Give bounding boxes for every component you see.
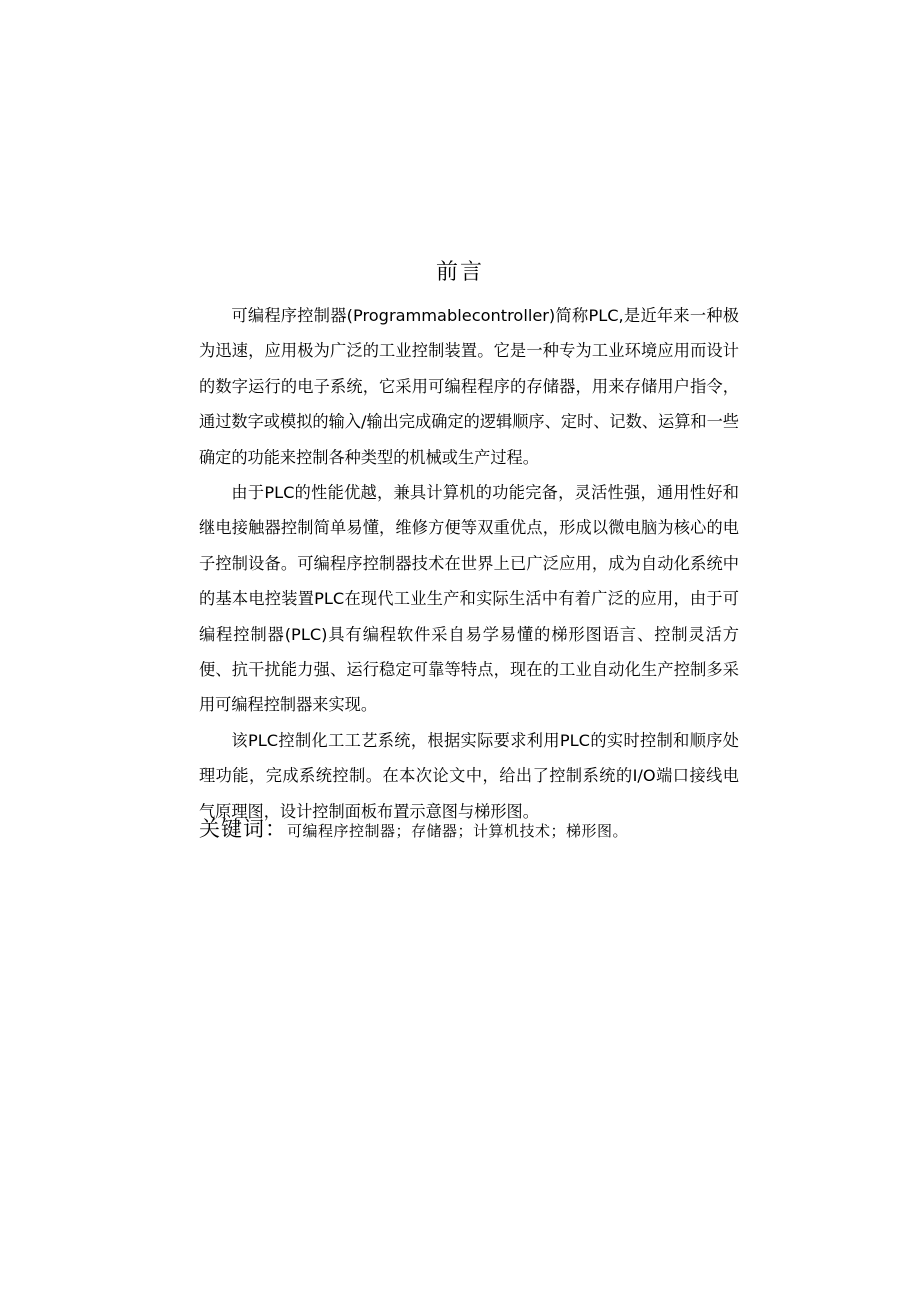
paragraph-advantages: 由于PLC的性能优越，兼具计算机的功能完备，灵活性强，通用性好和继电接触器控制简单易懂，维修方便等双重优点，形成以微电脑为核心的电子控制设备。可编程序控制器技术在世界上已广泛应用，成为自动化系统中的基本电控装置PLC在现代工业生产和实际生活中有着广泛的应用，由于可编程控制器(PLC)具有编程软件采自易学易懂的梯形图语言、控制灵活方便、抗干扰能力强、运行稳定可靠等特点，现在的工业自动化生产控制多采用可编程控制器来实现。 xyxy=(199,483,739,715)
keywords-text: 可编程序控制器；存储器；计算机技术；梯形图。 xyxy=(287,822,629,840)
paragraph-intro: 可编程序控制器(Programmablecontroller)简称PLC,是近年来一种极为迅速，应用极为广泛的工业控制装置。它是一种专为工业环境应用而设计的数字运行的电子系统，它采用可编程程序的存储器，用来存储用户指令，通过数字或模拟的输入/输出完成确定的逻辑顺序、定时、记数、运算和一些确定的功能来控制各种类型的机械或生产过程。 xyxy=(199,306,739,467)
paragraph-system: 该PLC控制化工工艺系统，根据实际要求利用PLC的实时控制和顺序处理功能，完成系统控制。在本次论文中，给出了控制系统的I/O端口接线电气原理图，设计控制面板布置示意图与梯形图。 xyxy=(199,730,739,821)
keywords-label: 关键词： xyxy=(199,817,287,841)
page-title: 前言 xyxy=(435,260,484,285)
body-text xyxy=(199,298,739,829)
keywords-line xyxy=(199,814,759,846)
